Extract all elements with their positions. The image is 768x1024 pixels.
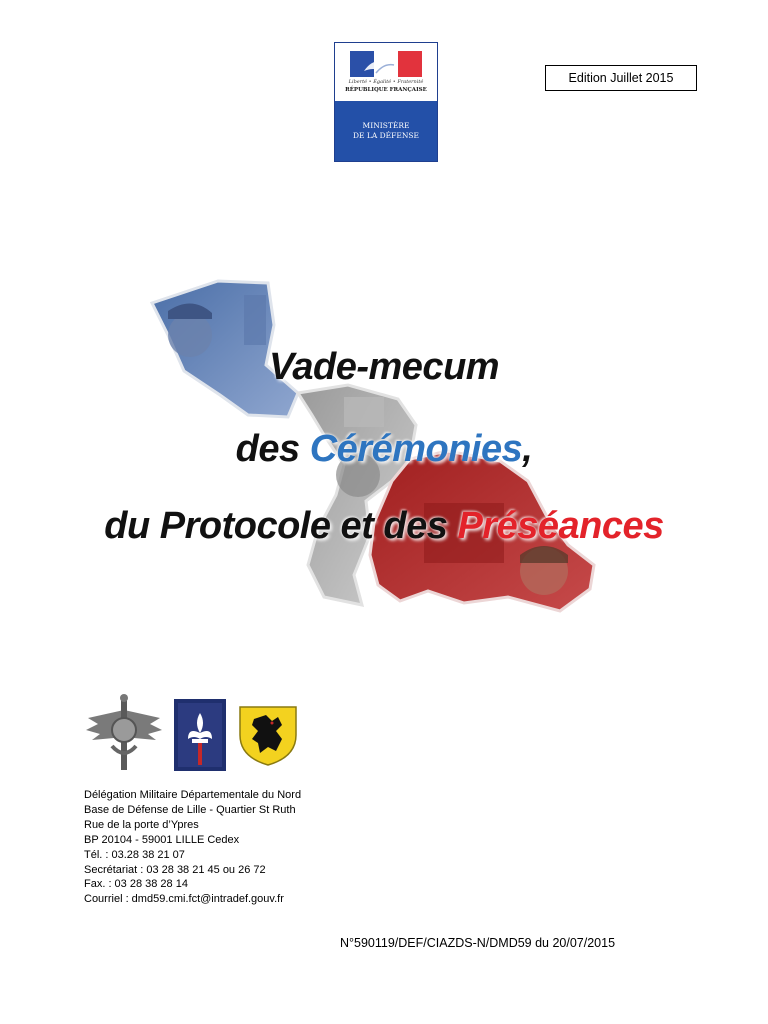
republic-motto: Liberté • Égalité • Fraternité <box>348 79 424 85</box>
title-line-3 <box>0 505 768 548</box>
title-line-2-prefix: des <box>235 428 310 470</box>
title-line-1: Vade-mecum <box>268 346 500 388</box>
nord-lion-shield-emblem <box>238 705 298 767</box>
phone-line: Tél. : 03.28 38 21 07 <box>84 848 185 861</box>
ministry-name-line2: DE LA DÉFENSE <box>353 131 419 140</box>
ministry-logo <box>334 42 438 162</box>
ministry-name-line1: MINISTÈRE <box>362 121 410 130</box>
document-reference: N°590119/DEF/CIAZDS-N/DMD59 du 20/07/2015 <box>340 936 616 950</box>
address-line: Rue de la porte d’Ypres <box>84 818 199 831</box>
edition-box: Edition Juillet 2015 <box>545 65 697 91</box>
french-flag-icon <box>350 51 422 77</box>
address-line: BP 20104 - 59001 LILLE Cedex <box>84 833 240 846</box>
eta-wings-emblem <box>82 690 166 774</box>
title-preseances: Préséances <box>457 505 664 547</box>
fax-line: Fax. : 03 28 38 28 14 <box>84 878 188 891</box>
secretariat-line: Secrétariat : 03 28 38 21 45 ou 26 72 <box>84 863 266 876</box>
address-block <box>84 788 484 907</box>
email-line[interactable]: Courriel : dmd59.cmi.fct@intradef.gouv.fr <box>84 893 284 906</box>
republic-name: RÉPUBLIQUE FRANÇAISE <box>345 87 427 93</box>
title-line-3-prefix: du Protocole et des <box>104 505 458 547</box>
fleur-de-lis-shield-emblem <box>174 699 226 771</box>
title-line-2-suffix: , <box>522 428 533 470</box>
address-line: Délégation Militaire Départementale du Nord <box>84 789 302 801</box>
address-line: Base de Défense de Lille - Quartier St Ruth <box>84 803 296 816</box>
title-ceremonies: Cérémonies <box>309 428 523 470</box>
title-line-2 <box>0 428 768 471</box>
